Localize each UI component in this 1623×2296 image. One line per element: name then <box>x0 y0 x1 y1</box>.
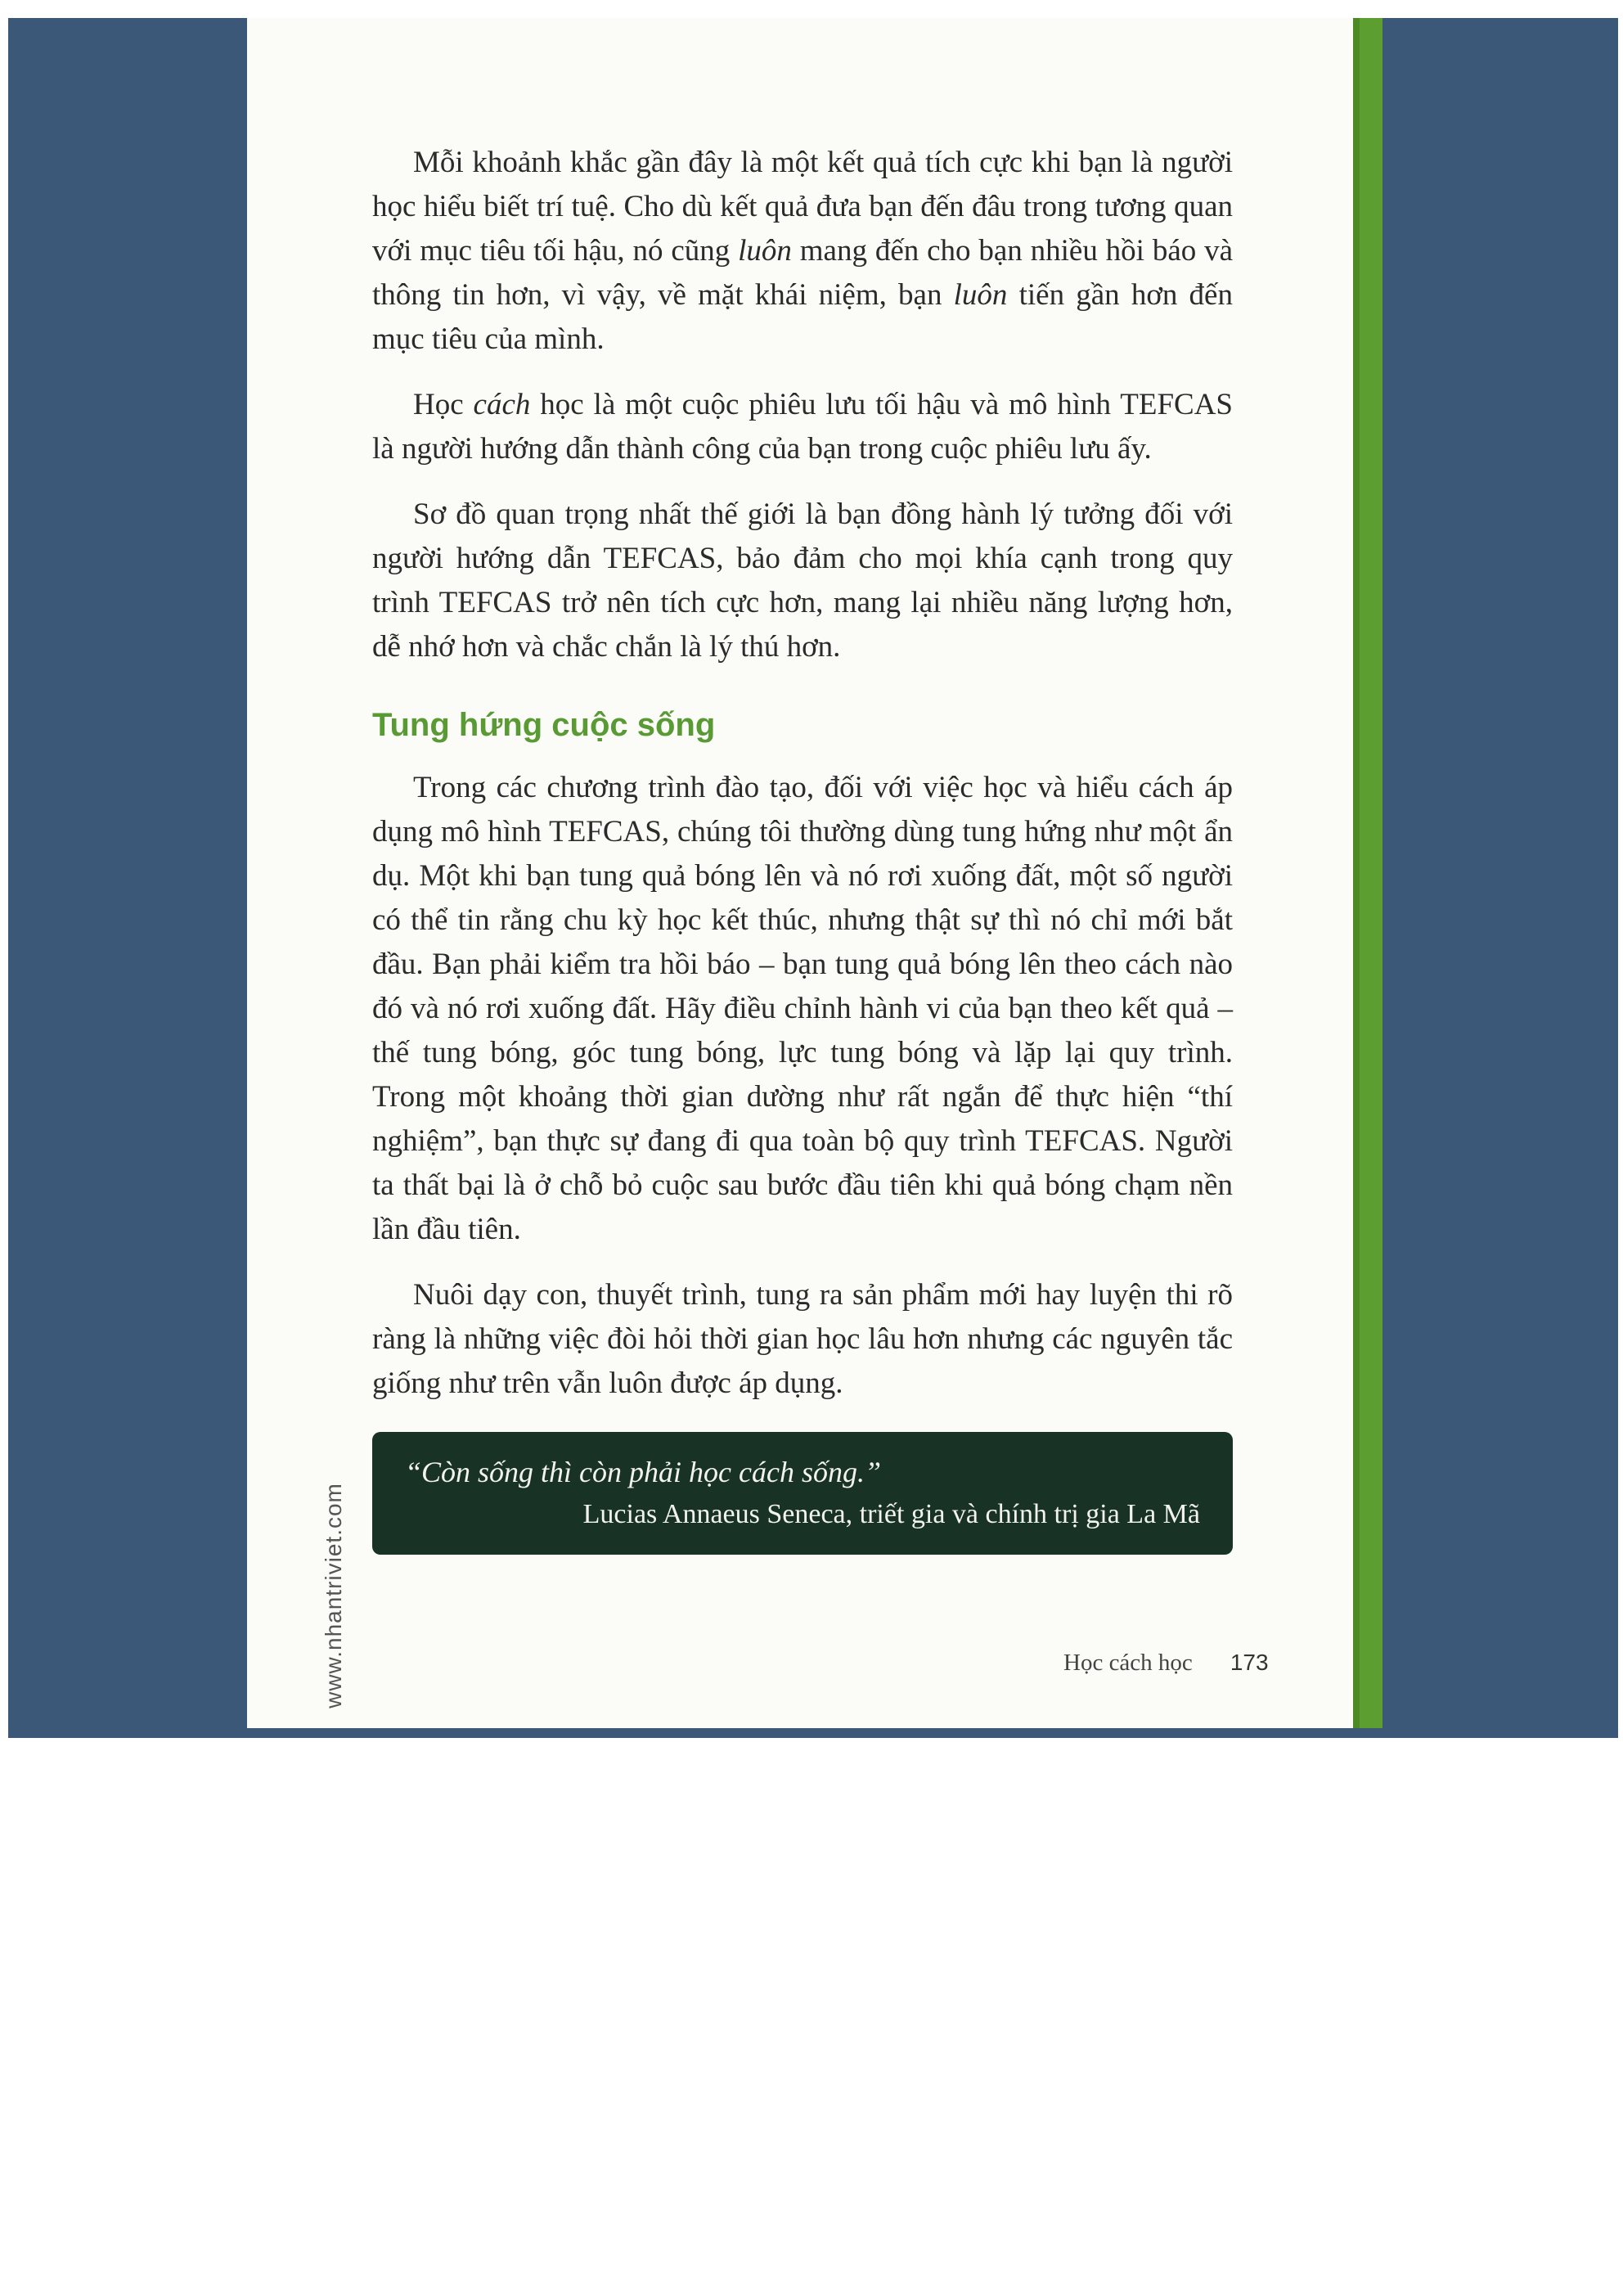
paragraph-learning-adventure <box>372 383 1233 471</box>
quote-author <box>405 1492 1200 1537</box>
paragraph-text: Học <box>413 388 474 421</box>
emphasis-text: luôn <box>738 234 792 268</box>
page-content <box>372 141 1233 1555</box>
section-heading: Tung hứng cuộc sống <box>372 707 716 743</box>
page-footer <box>1063 1650 1269 1677</box>
page-edge-shadow <box>1353 18 1360 1728</box>
paragraph-intro <box>372 141 1233 362</box>
running-title: Học cách học <box>1063 1650 1193 1676</box>
quote-text: “Còn sống thì còn phải học cách sống.” <box>405 1456 881 1488</box>
paragraph-parenting: Nuôi dạy con, thuyết trình, tung ra sản phẩm mới hay luyện thi rõ ràng là những việc đòi hỏi thời gian học lâu hơn nhưng các nguyên tắc giống như trên vẫn luôn được áp dụng. <box>372 1278 1233 1400</box>
quote-author-description: , triết gia và chính trị gia La Mã <box>845 1499 1200 1529</box>
paragraph-mind-map: Sơ đồ quan trọng nhất thế giới là bạn đồng hành lý tưởng đối với người hướng dẫn TEFCAS, bảo đảm cho mọi khía cạnh trong quy trình TEFCAS trở nên tích cực hơn, mang lại nhiều năng lượng hơn, dễ nhớ hơn và chắc chắn là lý thú hơn. <box>372 497 1233 664</box>
side-website-url: www.nhantriviet.com <box>321 1483 346 1708</box>
paragraph-text: Mỗi khoảnh khắc gần đây là một kết quả tích cực khi bạn là người học hiểu biết trí tuệ. Cho dù kết quả đưa bạn đến đâu trong tương quan với mục tiêu tối hậu, nó cũng <box>372 146 1233 268</box>
paragraph-text: học là một cuộc phiêu lưu tối hậu và mô hình TEFCAS là người hướng dẫn thành công của bạn trong cuộc phiêu lưu ấy. <box>372 388 1233 466</box>
emphasis-text: luôn <box>953 278 1008 312</box>
quote-box <box>372 1432 1233 1555</box>
paragraph-text: mang đến cho bạn nhiều hồi báo và thông tin hơn, vì vậy, về mặt khái niệm, bạn <box>372 234 1234 312</box>
quote-author-name: Lucias Annaeus Seneca <box>582 1499 846 1529</box>
page-number: 173 <box>1230 1650 1269 1675</box>
emphasis-text: cách <box>473 388 531 421</box>
paragraph-juggling: Trong các chương trình đào tạo, đối với việc học và hiểu cách áp dụng mô hình TEFCAS, chúng tôi thường dùng tung hứng như một ẩn dụ. Một khi bạn tung quả bóng lên và nó rơi xuống đất, một số người có thể tin rằng chu kỳ học kết thúc, nhưng thật sự thì nó chỉ mới bắt đầu. Bạn phải kiểm tra hồi báo – bạn tung quả bóng lên theo cách nào đó và nó rơi xuống đất. Hãy điều chỉnh hành vi của bạn theo kết quả – thế tung bóng, góc tung bóng, lực tung bóng và lặp lại quy trình. Trong một khoảng thời gian dường như rất ngắn để thực hiện “thí nghiệm”, bạn thực sự đang đi qua toàn bộ quy trình TEFCAS. Người ta thất bại là ở chỗ bỏ cuộc sau bước đầu tiên khi quả bóng chạm nền lần đầu tiên. <box>372 771 1233 1246</box>
paragraph-text: tiến gần hơn đến mục tiêu của mình. <box>372 278 1233 356</box>
